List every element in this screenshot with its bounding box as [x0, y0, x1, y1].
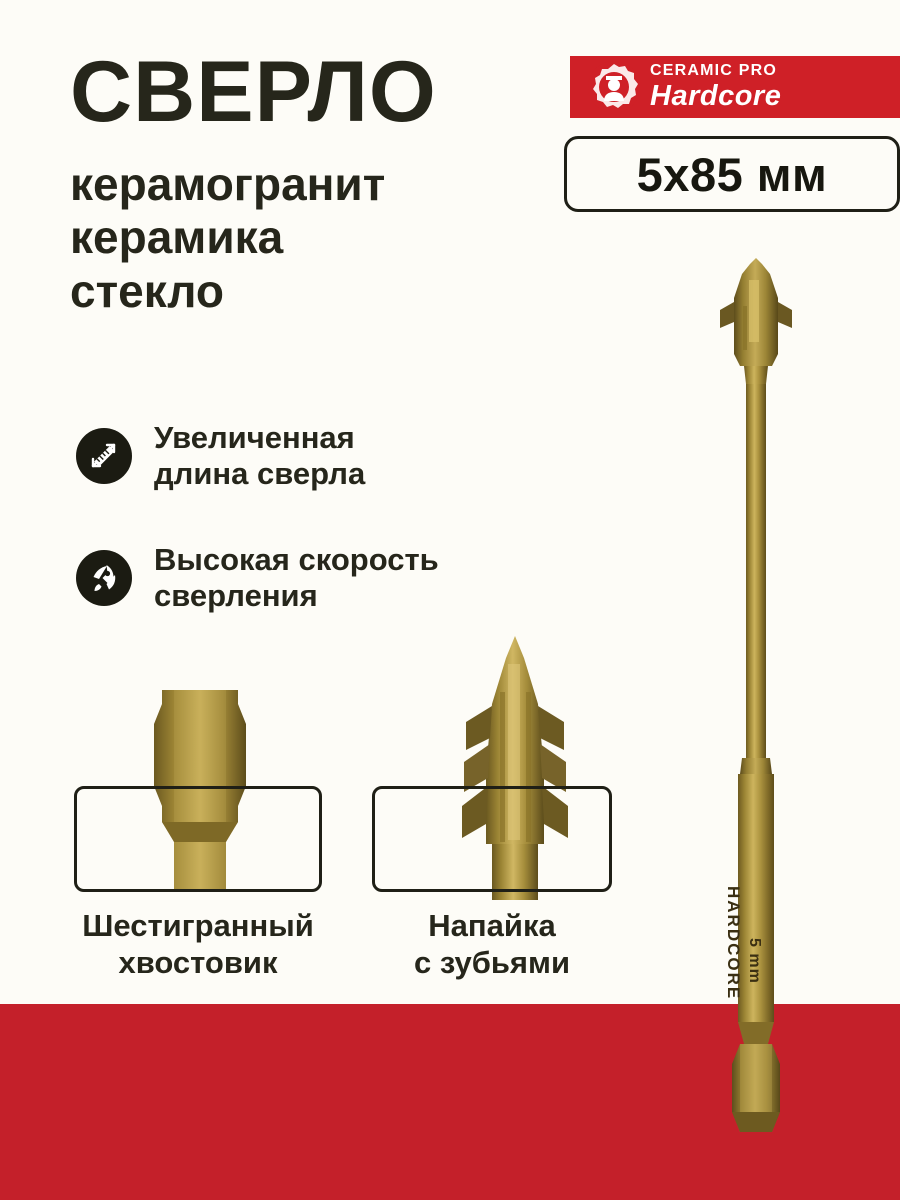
feature-label-length: [154, 420, 365, 493]
brand-badge: [570, 56, 900, 118]
callout-label-tip: [358, 908, 626, 981]
subtitle-line-2: керамика: [70, 211, 284, 264]
callout-label-shank: [60, 908, 336, 981]
feature-1-line-2: длина сверла: [154, 456, 366, 492]
drill-size-marking: 5 mm: [746, 938, 763, 984]
brand-top-text: CERAMIC PRO: [650, 62, 777, 79]
size-badge: [564, 136, 900, 212]
ruler-arrow-icon: [76, 428, 132, 484]
feature-item-length: [76, 420, 365, 493]
callout-1-line-1: Шестигранный: [82, 908, 314, 943]
feature-label-speed: [154, 542, 439, 615]
feature-2-line-2: сверления: [154, 578, 318, 614]
subtitle-line-3: стекло: [70, 264, 224, 317]
page-title: СВЕРЛО: [70, 44, 437, 140]
brand-bottom-text: Hardcore: [650, 80, 782, 112]
callout-2-line-2: с зубьями: [413, 944, 570, 980]
callout-box-tip: [372, 786, 612, 892]
feature-item-speed: [76, 542, 439, 615]
worker-gear-icon: [588, 61, 640, 113]
callout-1-line-2: хвостовик: [118, 944, 278, 980]
feature-1-line-1: Увеличенная: [154, 420, 355, 455]
drill-brand-marking: HARDCORE: [724, 886, 743, 1001]
brand-text: [650, 63, 781, 111]
size-value: 5x85 мм: [636, 147, 828, 201]
callout-box-shank: [74, 786, 322, 892]
callout-2-line-1: Напайка: [428, 908, 556, 943]
subtitle-line-1: керамогранит: [70, 158, 386, 210]
drill-full-illustration: [676, 258, 836, 1143]
feature-2-line-1: Высокая скорость: [154, 542, 439, 577]
page-subtitle: [70, 158, 385, 318]
rocket-icon: [76, 550, 132, 606]
